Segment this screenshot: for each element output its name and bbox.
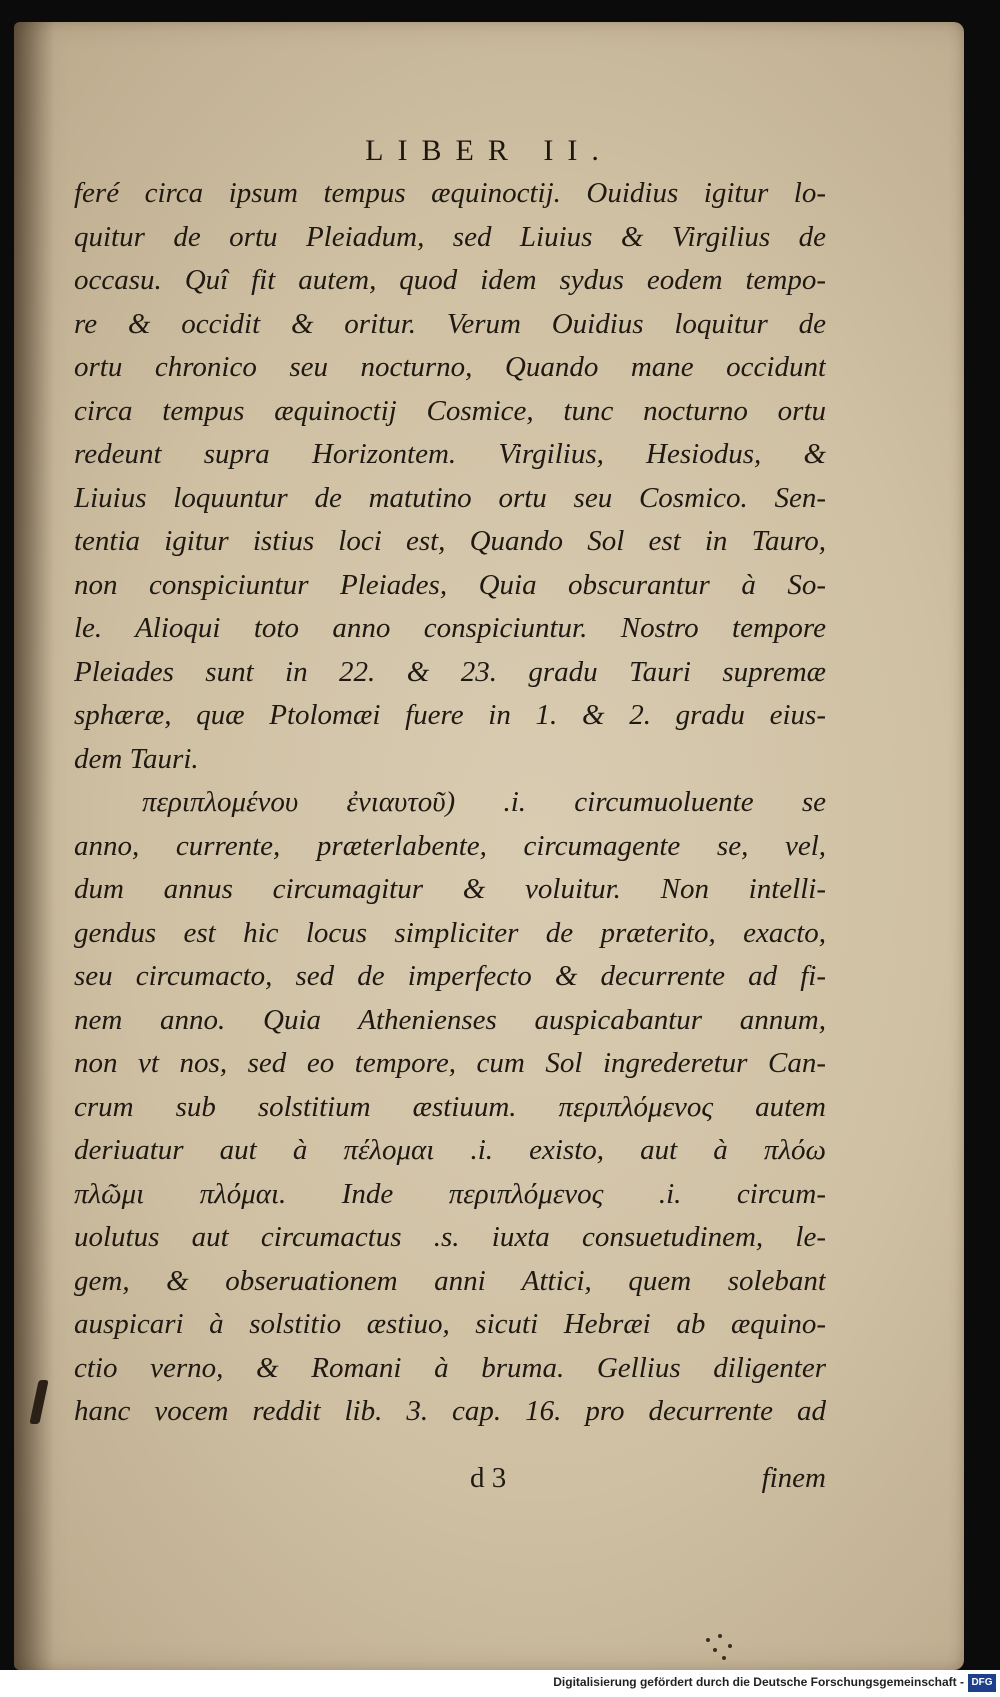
running-head: LIBER II. bbox=[365, 134, 613, 167]
text-line: dem Tauri. bbox=[74, 742, 199, 775]
text-line: non conspiciuntur Pleiades, Quia obscurantur à So- bbox=[74, 568, 826, 601]
credit-text: Digitalisierung gefördert durch die Deutsche Forschungsgemeinschaft - bbox=[553, 1675, 964, 1689]
signature-mark: d 3 bbox=[470, 1462, 507, 1494]
text-line: tentia igitur istius loci est, Quando Sol est in Tauro, bbox=[74, 525, 826, 557]
text-line: hanc vocem reddit lib. 3. cap. 16. pro decurrente ad bbox=[74, 1395, 826, 1427]
text-line: deriuatur aut à πέλομαι .i. existo, aut à πλόω bbox=[74, 1134, 826, 1166]
text-line: πλῶμι πλόμαι. Inde περιπλόμενος .i. circum- bbox=[74, 1177, 826, 1210]
text-line: ctio verno, & Romani à bruma. Gellius diligenter bbox=[74, 1351, 826, 1384]
digitization-credit-bar bbox=[0, 1670, 1000, 1697]
text-line: le. Alioqui toto anno conspiciuntur. Nostro tempore bbox=[74, 612, 826, 644]
text-line: non vt nos, sed eo tempore, cum Sol ingrederetur Can- bbox=[74, 1047, 826, 1079]
text-line: dum annus circumagitur & voluitur. Non intelli- bbox=[74, 873, 826, 905]
text-line: crum sub solstitium æstiuum. περιπλόμενος autem bbox=[74, 1090, 826, 1123]
text-line: nem anno. Quia Athenienses auspicabantur annum, bbox=[74, 1003, 826, 1036]
book-page bbox=[14, 22, 964, 1670]
text-line: auspicari à solstitio æstiuo, sicuti Hebræi ab æquino- bbox=[74, 1308, 826, 1340]
text-line: redeunt supra Horizontem. Virgilius, Hesiodus, & bbox=[74, 438, 826, 470]
body-text bbox=[74, 172, 826, 1434]
dfg-logo: DFG bbox=[968, 1674, 996, 1692]
text-line: circa tempus æquinoctij Cosmice, tunc nocturno ortu bbox=[74, 394, 826, 427]
text-line: seu circumacto, sed de imperfecto & decurrente ad fi- bbox=[74, 960, 826, 992]
text-line: gem, & obseruationem anni Attici, quem solebant bbox=[74, 1264, 826, 1297]
text-line: sphæræ, quæ Ptolomæi fuere in 1. & 2. gradu eius- bbox=[74, 699, 826, 731]
text-line: gendus est hic locus simpliciter de præterito, exacto, bbox=[74, 916, 826, 949]
text-line: occasu. Quî fit autem, quod idem sydus eodem tempo- bbox=[74, 264, 826, 296]
text-line: quitur de ortu Pleiadum, sed Liuius & Virgilius de bbox=[74, 220, 826, 253]
text-line: ortu chronico seu nocturno, Quando mane occidunt bbox=[74, 351, 826, 383]
text-line: feré circa ipsum tempus æquinoctij. Ouidius igitur lo- bbox=[74, 177, 826, 209]
paragraph-start-line: περιπλομένου ἐνιαυτοῦ) .i. circumuoluente se bbox=[142, 786, 826, 818]
paper-specks bbox=[704, 1634, 744, 1664]
text-line: re & occidit & oritur. Verum Ouidius loquitur de bbox=[74, 307, 826, 340]
text-line: uolutus aut circumactus .s. iuxta consuetudinem, le- bbox=[74, 1221, 826, 1253]
page-footer-row bbox=[74, 1462, 826, 1506]
catchword: finem bbox=[761, 1462, 826, 1494]
text-line: Pleiades sunt in 22. & 23. gradu Tauri supremæ bbox=[74, 655, 826, 688]
text-line: anno, currente, præterlabente, circumagente se, vel, bbox=[74, 829, 826, 862]
text-line: Liuius loquuntur de matutino ortu seu Cosmico. Sen- bbox=[74, 481, 826, 514]
